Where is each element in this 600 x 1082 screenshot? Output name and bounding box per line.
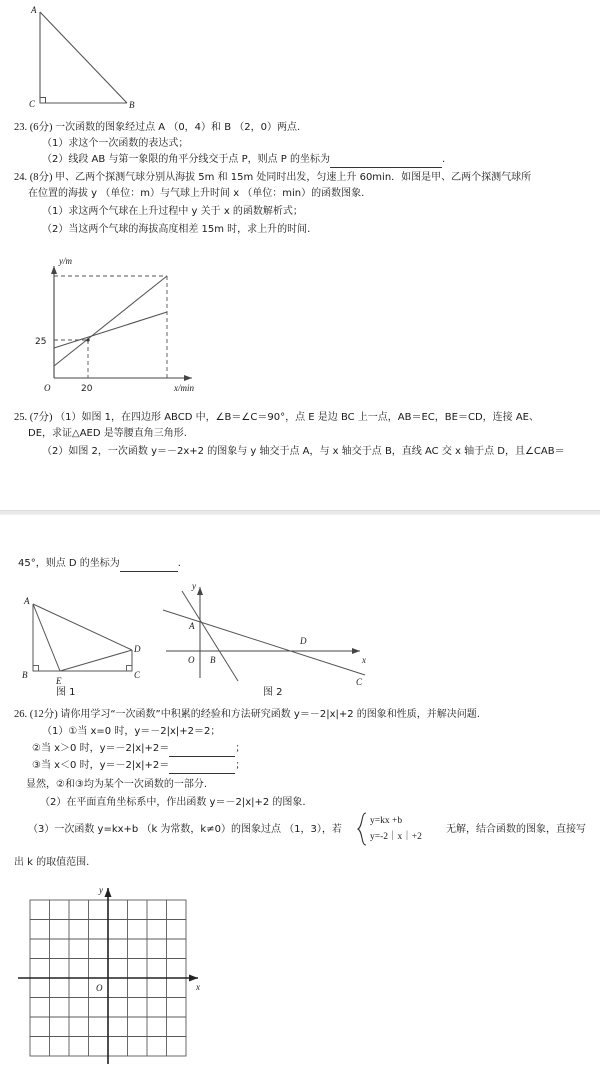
figure-q24-balloon-graph [22,250,212,395]
label-fig1-E: E [56,676,62,686]
q26-p1-item3-blank[interactable] [169,758,235,774]
label-A: A [31,5,37,15]
q24-item-1: （1）求这两个气球在上升过程中 y 关于 x 的函数解析式； [42,206,303,217]
q26-p3-pre: （3）一次函数 y=kx+b （k 为常数，k≠0）的图象过点 （1，3），若 [28,824,342,835]
figure-2-coordinate-lines [160,578,380,688]
q24-item-2: （2）当这两个气球的海拔高度相差 15m 时，求上升的时间. [42,224,311,235]
label-B: B [129,100,135,110]
label-grid-O: O [96,983,103,993]
q26-equation-system [356,812,422,846]
label-fig2-C: C [356,677,363,687]
q23-answer-blank[interactable] [330,152,442,168]
q26-stem [14,707,480,722]
label-fig1-C: C [134,670,141,680]
q23-stem-text: 一次函数的图象经过点 A （0，4）和 B （2，0）两点. [55,122,301,133]
q23-item-2-period: . [442,154,446,165]
q24-stem-text-1: 甲、乙两个探测气球分别从海拔 5m 和 15m 处同时出发，匀速上升 60min．如图是甲、乙两个探测气球所 [55,172,532,183]
q26-p1-item2-blank[interactable] [169,741,235,757]
q26-system-eq1: y=kx +b [370,816,403,826]
label-fig1-A: A [24,596,30,606]
q25-part1-line1 [14,410,539,425]
q25-part1-line2: DE，求证△AED 是等腰直角三角形. [28,428,187,439]
label-fig1-B: B [22,670,28,680]
label-fig2-D: D [300,636,307,646]
label-fig2-y: y [192,581,196,591]
figure-2-caption: 图 2 [263,687,283,698]
q25-part1-text-1: （1）如图 1，在四边形 ABCD 中，∠B＝∠C＝90°，点 E 是边 BC 上一点，AB＝EC，BE＝CD，连接 AE、 [55,412,539,423]
q26-p1-item3-pre: ③当 x＜0 时，y＝－2|x|+2＝ [32,760,170,771]
q25-part2-text-2: 45°，则点 D 的坐标为 [18,558,120,569]
q26-p1-head: （1）①当 x=0 时，y＝－2|x|+2＝2； [42,726,221,737]
q26-p1-item3-post: ； [235,760,246,771]
q25-answer-blank[interactable] [120,556,178,572]
label-origin: O [44,383,51,393]
label-x-tick-20: 20 [81,384,93,394]
q26-score: (12分) [29,709,58,720]
label-grid-x: x [196,982,200,992]
label-x-axis: x/min [174,383,194,393]
label-y-axis: y/m [59,256,72,266]
q26-p3-mid: 无解，结合函数的图象，直接写 [446,824,586,835]
q26-p1-item2-pre: ②当 x＞0 时，y＝－2|x|+2＝ [32,743,170,754]
q26-stem-text: 请你用学习“一次函数”中积累的经验和方法研究函数 y＝－2|x|+2 的图象和性质，并解决问题. [60,709,480,720]
q26-number: 26. [14,709,28,720]
q24-score: (8分) [29,172,53,183]
label-fig1-D: D [134,644,141,654]
q25-part2-line2 [18,556,181,572]
q26-p1-item2 [32,741,245,757]
q24-number: 24. [14,172,28,183]
q25-part2-period: . [177,558,181,569]
q24-stem-line1 [14,170,531,185]
q26-p1-item3 [32,758,245,774]
q24-stem-line2: 在位置的海拔 y （单位：m）与气球上升时间 x （单位：min）的函数图象. [28,188,365,199]
label-fig2-B: B [210,655,216,665]
label-fig2-O: O [188,655,195,665]
page-separator [0,510,600,515]
brace-icon [356,812,368,846]
label-fig2-x: x [362,655,366,665]
figure-right-triangle-abc [14,2,144,114]
q23-number: 23. [14,122,28,133]
q26-p2: （2）在平面直角坐标系中，作出函数 y＝－2|x|+2 的图象. [40,797,306,808]
q23-score: (6分) [29,122,53,133]
q25-score: (7分) [29,412,53,423]
label-fig2-A: A [189,621,195,631]
q25-part2-line1: （2）如图 2，一次函数 y＝－2x+2 的图象与 y 轴交于点 A，与 x 轴交于点 B，直线 AC 交 x 轴于点 D，且∠CAB＝ [42,446,565,457]
q26-p1-conclusion: 显然，②和③均为某个一次函数的一部分. [26,779,208,790]
figure-q26-blank-grid [16,880,231,1065]
q25-number: 25. [14,412,28,423]
label-grid-y: y [99,885,103,895]
figure-1-caption: 图 1 [56,687,76,698]
q26-p1-item2-post: ； [235,743,246,754]
label-C: C [29,99,36,109]
label-y-tick-25: 25 [35,337,47,347]
q23-item-2 [42,152,445,168]
q23-item-2-text: （2）线段 AB 与第一象限的角平分线交于点 P，则点 P 的坐标为 [42,154,331,165]
figure-1-quadrilateral-abcd [14,588,149,688]
q23-stem [14,120,300,135]
q26-system-eq2: y=-2｜x｜+2 [370,832,422,842]
q23-item-1: （1）求这个一次函数的表达式； [42,138,189,149]
q26-p3-tail: 出 k 的取值范围. [14,857,90,868]
